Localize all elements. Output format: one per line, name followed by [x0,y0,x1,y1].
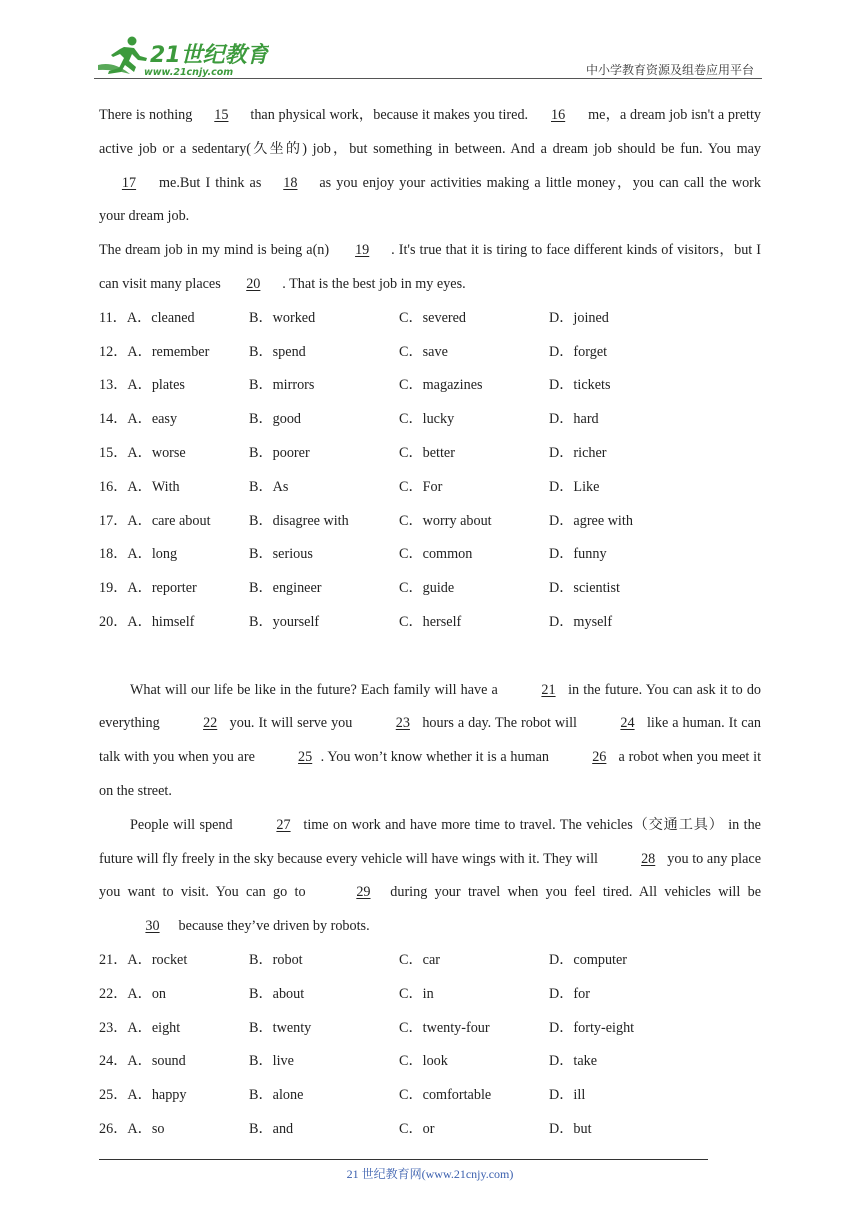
blank-28: 28 [641,850,656,867]
platform-name: 中小学教育资源及组卷应用平台 [585,63,754,77]
footer-divider [99,1159,708,1160]
blank-25: 25 [298,749,313,766]
question-row: 16．A．With B．As C．For D．Like [99,478,600,495]
blank-15: 15 [214,107,229,123]
question-row: 19．A．reporter B．engineer C．guide D．scientist [99,580,620,597]
logo-21cnjy [94,34,269,78]
question-list-1 [99,302,761,640]
blank-30: 30 [145,918,160,935]
question-row: 17．A．care about B．disagree with C．worry about D．agree with [99,512,633,529]
passage2-paragraph2: People will spend 27 time on work and have more time to travel. The vehicles（交通工具） in the future will fly freely in the sky because every vehicle will have wings with it. They will 28 you to any place you want to visit. You can go to 29 during your travel when you feel tired. All vehicles will be 30 because they’ve driven by robots. [99,809,761,944]
blank-24: 24 [620,715,635,732]
footer-link[interactable]: 21 世纪教育网(www.21cnjy.com) [346,1167,514,1181]
blank-17: 17 [121,174,137,191]
question-row: 26．A．so B．and C．or D．but [99,1120,592,1137]
passage1-paragraph1: There is nothing 15 than physical work，because it makes you tired. 16 me，a dream job isn't a pretty active job or a sedentary(久坐的) job，but something in between. And a dream job should be fun. You may17 me.But I think as 18 as you enjoy your activities making a little money，you can call the work your dream job. [99,99,761,234]
blank-29: 29 [356,884,371,901]
passage2-paragraph1: What will our life be like in the future? Each family will have a 21 in the future. You can ask it to do everything 22 you. It will serve you 23 hours a day. The robot will 24 like a human. It can talk with you when you are 25 . You won’t know whether it is a human 26 a robot when you meet it on the street. [99,674,761,809]
page-header [94,30,762,78]
blank-27: 27 [276,816,291,833]
blank-20: 20 [246,275,261,292]
blank-26: 26 [592,749,607,766]
section-spacer [99,640,761,674]
blank-21: 21 [541,681,556,698]
question-row: 21．A．rocket B．robot C．car D．computer [99,951,628,968]
question-row: 18．A．long B．serious C．common D．funny [99,546,607,563]
question-row: 24．A．sound B．live C．look D．take [99,1053,598,1070]
question-row: 14．A．easy B．good C．lucky D．hard [99,411,599,428]
blank-23: 23 [395,715,410,732]
question-row: 20．A．himself B．yourself C．herself D．myself [99,613,613,630]
blank-22: 22 [203,715,218,732]
question-row: 11．A．cleaned B．worked C．severed D．joined [99,309,609,326]
blank-16: 16 [551,107,566,123]
logo-url: www.21cnjy.com [144,67,234,78]
header-divider [94,78,762,79]
question-row: 25．A．happy B．alone C．comfortable D．ill [99,1087,586,1104]
question-row: 12．A．remember B．spend C．save D．forget [99,343,608,360]
logo-text: 21世纪教育 [150,43,269,68]
question-row: 13．A．plates B．mirrors C．magazines D．tickets [99,377,611,394]
blank-19: 19 [355,242,370,259]
question-row: 22．A．on B．about C．in D．for [99,985,590,1002]
question-row: 23．A．eight B．twenty C．twenty-four D．forty-eight [99,1019,635,1036]
page-content [99,99,761,1147]
blank-18: 18 [283,174,298,191]
passage1-paragraph2: The dream job in my mind is being a(n) 19 . It's true that it is tiring to face different kinds of visitors，but I can visit many places 20 . That is the best job in my eyes. [99,234,761,302]
question-row: 15．A．worse B．poorer C．better D．richer [99,444,607,461]
question-list-2 [99,944,761,1147]
